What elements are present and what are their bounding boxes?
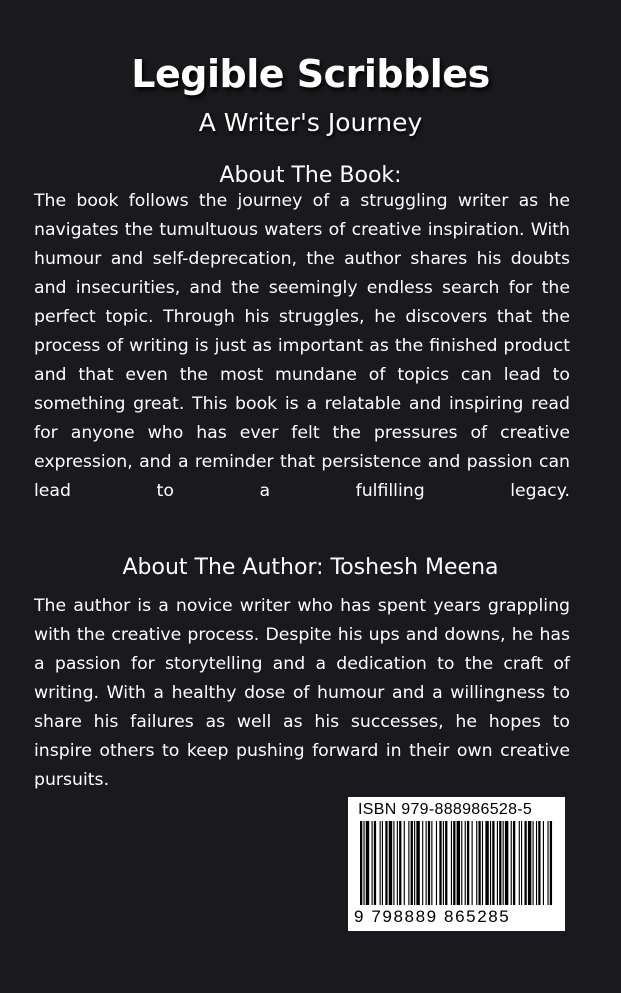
about-book-text: The book follows the journey of a struggling writer as he navigates the tumultuous waters of creative inspiration. With humour and self-deprecation, the author shares his doubts and insecurities, and the seemingly endless search for the perfect topic. Through his struggles, he discovers that the process of writing is just as important as the finished product and that even the most mundane of topics can lead to something great. This book is a relatable and inspiring read for anyone who has ever felt the pressures of creative expression, and a reminder that persistence and passion can lead to a fulfilling legacy. [34,191,570,501]
page-subtitle: A Writer's Journey [198,108,423,137]
barcode-bar [451,821,452,905]
barcode-bar [524,821,526,905]
barcode-bar [360,821,362,905]
barcode-bar [536,821,537,905]
barcode-bar [385,821,387,905]
barcode-bar [543,821,544,905]
barcode-bar [445,821,447,905]
barcode-bar [461,821,462,905]
barcode-bar [428,821,430,905]
barcode-bar [439,821,441,905]
barcode-bar [485,821,488,905]
barcode-bar [465,821,466,905]
barcode-bar [436,821,437,905]
barcode-bar [408,821,409,905]
barcode-bar [443,821,444,905]
barcode-digits: 9 798889 865285 [354,907,511,926]
barcode-bar [513,821,515,905]
barcode-bar [482,821,483,905]
barcode-bar [521,821,522,905]
barcode-bar [533,821,534,905]
barcode-bar [538,821,540,905]
barcode-bar [478,821,480,905]
barcode-box [348,797,565,931]
isbn-label: ISBN 979-888986528-5 [358,801,533,818]
barcode-bar [363,821,364,905]
barcode-bar [476,821,477,905]
barcode-bar [404,821,405,905]
barcode-bar [416,821,419,905]
barcode-bar [472,821,473,905]
barcode-bar [374,821,376,905]
about-book-heading: About The Book: [219,163,402,188]
barcode-bar [519,821,520,905]
barcode-bar [528,821,531,905]
barcode-bars [358,821,555,905]
barcode-bar [453,821,455,905]
barcode-bar [547,821,548,905]
barcode-bar [499,821,501,905]
barcode-bar [505,821,508,905]
barcode-bar [492,821,494,905]
barcode-bar [411,821,413,905]
barcode-bar [399,821,401,905]
barcode-bar [503,821,504,905]
barcode-bar [397,821,398,905]
barcode-bar [422,821,423,905]
barcode-bar [389,821,392,905]
about-author-heading: About The Author: Toshesh Meena [122,555,499,580]
barcode-bar [497,821,498,905]
page-title: Legible Scribbles [131,52,490,96]
barcode-bar [372,821,373,905]
barcode-bar [467,821,469,905]
barcode-bar [414,821,415,905]
barcode-bar [382,821,383,905]
barcode-bar [511,821,512,905]
barcode-bar [366,821,369,905]
barcode-bar [457,821,460,905]
about-author-text: The author is a novice writer who has spent years grappling with the creative process. Despite his ups and downs, he has a passion for storytelling and a dedication to the craft of writing. With a healthy dose of humour and a willingness to share his failures as well as his successes, he hopes to inspire others to keep pushing forward in their own creative pursuits. [34,596,570,790]
barcode-bar [550,821,552,905]
barcode-bar [431,821,432,905]
barcode-bar [393,821,394,905]
barcode-bar [426,821,427,905]
barcode-bar [490,821,491,905]
barcode-bar [380,821,381,905]
